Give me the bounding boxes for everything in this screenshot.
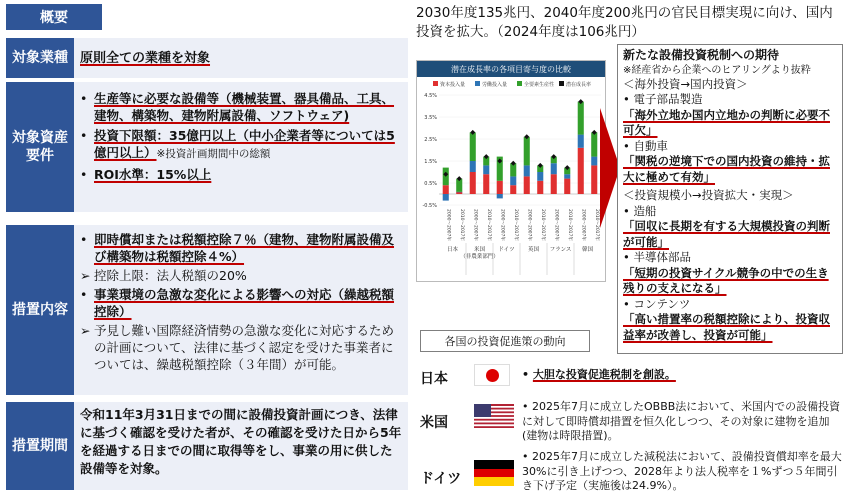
period-label: 2010～2017年 xyxy=(512,209,518,241)
period-label: 2010～2017年 xyxy=(485,209,491,241)
period-label: 2000～2007年 xyxy=(580,209,586,241)
period-label: 2010～2017年 xyxy=(593,209,599,241)
bar-segment xyxy=(510,185,516,194)
chart-plot xyxy=(417,77,605,281)
legend-label: 資本投入量 xyxy=(440,82,466,88)
japan-policy-text: 大胆な投資促進税制を創設。 xyxy=(532,368,676,381)
expectations-category-2: ＜投資規模小→投資拡大・実現＞ xyxy=(623,188,794,202)
quote-automobile: 「関税の逆境下での国内投資の維持・拡大に極めて有効」 xyxy=(623,154,830,184)
quote-electronics: 「海外立地か国内立地かの判断に必要不可欠」 xyxy=(623,107,830,137)
y-tick-label: 1.5% xyxy=(424,159,437,165)
country-japan: 日本 xyxy=(420,371,448,387)
section-header: 概要 xyxy=(6,4,102,30)
label-period: 措置期間 xyxy=(6,402,74,490)
legend-swatch xyxy=(433,81,438,86)
bar-segment xyxy=(551,174,557,194)
bar-segment xyxy=(524,137,530,166)
bar-segment xyxy=(551,163,557,174)
chart-title: 潜在成長率の各項目寄与度の比較 xyxy=(417,61,605,77)
industry-semiconductor: 半導体部品 xyxy=(633,250,691,264)
period-label: 2000～2007年 xyxy=(499,209,505,241)
measures-sub-1: 控除上限：法人税額の20% xyxy=(94,268,247,283)
legend-swatch xyxy=(517,81,522,86)
y-tick-label: -0.5% xyxy=(422,203,437,209)
bar-segment xyxy=(443,185,449,194)
bar-segment xyxy=(470,172,476,194)
germany-policy-text: 2025年7月に成立した減税法において、設備投資償却率を最大30%に引き上げつつ、2028年より法人税率を１%ずつ５年間引き下げ予定（実施後は24.9%）。 xyxy=(522,450,842,492)
legend-swatch xyxy=(475,81,480,86)
country-label: ドイツ xyxy=(498,247,515,253)
period-label: 2000～2007年 xyxy=(526,209,532,241)
label-measures: 措置内容 xyxy=(6,225,74,395)
usa-policy-text: 2025年7月に成立したOBBB法において、米国内での設備投資に対して即時償却措置を恒久化しつつ、その対象に建物を追加(建物は時限措置)。 xyxy=(522,400,841,442)
expectations-category-1: ＜海外投資→国内投資＞ xyxy=(623,76,748,91)
cell-measures: • 即時償却または税額控除７％（建物、建物附属設備及び構築物は税額控除４%） ➢ 控除上限：法人税額の20% • 事業環境の急激な変化による影響への対応（繰越税額控除） ➢ 予見し難い国際経済情勢の急激な変化に対応するための計画について、法律に基づく認定を受けた事業者については、繰越税額控除（３年間）が可能。 xyxy=(74,225,408,395)
germany-flag-icon xyxy=(474,460,514,486)
japan-flag-icon xyxy=(474,364,510,386)
industry-shipbuilding: 造船 xyxy=(633,203,657,218)
asset-req-bullet-2: 投資下限額：35億円以上（中小企業者等については5億円以上） xyxy=(94,128,395,160)
asset-req-bullet-1: 生産等に必要な設備等（機械装置、器具備品、工具、建物、構築物、建物附属設備、ソフトウェア) xyxy=(94,91,395,123)
bar-segment xyxy=(497,181,503,194)
measures-sub-2: 予見し難い国際経済情勢の急激な変化に対応するための計画について、法律に基づく認定を受けた事業者については、繰越税額控除（３年間）が可能。 xyxy=(94,323,395,372)
period-label: 2010～2017年 xyxy=(458,209,464,241)
country-label: 英国 xyxy=(527,247,540,253)
bar-segment xyxy=(483,165,489,174)
legend-label: 全要素生産性 xyxy=(524,82,555,88)
y-tick-label: 2.5% xyxy=(424,137,437,143)
industry-automobile: 自動車 xyxy=(633,138,668,153)
bar-segment xyxy=(591,157,597,166)
asset-req-bullet-3: ROI水準：15%以上 xyxy=(94,167,212,182)
quote-semiconductor: 「短期の投資サイクル競争の中での生き残りの支えになる」 xyxy=(623,265,829,295)
country-usa: 米国 xyxy=(420,415,448,431)
industry-content: コンテンツ xyxy=(633,296,691,311)
contribution-chart xyxy=(416,60,606,282)
bar-segment xyxy=(524,165,530,176)
quote-shipbuilding: 「回収に長期を有する大規模投資の判断が可能」 xyxy=(623,219,830,249)
quote-content: 「高い措置率の税額控除により、投資収益率が改善し、投資が可能」 xyxy=(623,312,830,342)
expectations-title: 新たな設備投資税制への期待 xyxy=(623,48,780,62)
bar-segment xyxy=(537,172,543,181)
bar-segment xyxy=(578,102,584,135)
usa-policy: • 2025年7月に成立したOBBB法において、米国内での設備投資に対して即時償却措置を恒久化しつつ、その対象に建物を追加(建物は時限措置)。 xyxy=(522,400,841,442)
country-label: 米国 xyxy=(473,247,486,253)
industry-electronics: 電子部品製造 xyxy=(633,92,703,106)
period-label: 2000～2007年 xyxy=(472,209,478,241)
bar-segment xyxy=(510,176,516,185)
target-industry-text: 原則全ての業種を対象 xyxy=(80,50,211,66)
bar-segment xyxy=(483,174,489,194)
period-text: 令和11年3月31日までの間に設備投資計画につき、法律に基づく確認を受けた者が、その確認を受けた日から5年を経過する日までの間に取得等をし、事業の用に供した設備等を対象。 xyxy=(80,407,402,476)
bar-segment xyxy=(564,174,570,178)
bar-segment xyxy=(497,194,503,198)
country-label: フランス xyxy=(549,247,572,253)
label-target-industry: 対象業種 xyxy=(6,38,74,78)
country-label: 日本 xyxy=(446,247,459,253)
bar-segment xyxy=(524,176,530,194)
asset-req-note: ※投資計画期間中の総額 xyxy=(156,148,271,160)
country-label: （非農業部門） xyxy=(460,254,499,260)
measures-bullet-1: 即時償却または税額控除７％（建物、建物附属設備及び構築物は税額控除４%） xyxy=(94,232,395,264)
y-tick-label: 3.5% xyxy=(424,115,437,121)
bar-segment xyxy=(443,194,449,201)
y-tick-label: 0.5% xyxy=(424,181,437,187)
y-tick-label: 4.5% xyxy=(424,93,437,99)
bar-segment xyxy=(470,132,476,161)
bar-segment xyxy=(564,179,570,194)
top-note: 2030年度135兆円、2040年度200兆円の官民目標実現に向け、国内投資を拡大。（2024年度は106兆円） xyxy=(416,5,833,40)
germany-policy: • 2025年7月に成立した減税法において、設備投資償却率を最大30%に引き上げつつ、2028年より法人税率を１%ずつ５年間引き下げ予定（実施後は24.9%）。 xyxy=(522,450,842,492)
period-label: 2010～2017年 xyxy=(566,209,572,241)
expectations-box: 新たな設備投資税制への期待 ※経産省から企業へのヒアリングより抜粋 ＜海外投資→国内投資＞ • 電子部品製造 「海外立地か国内立地かの判断に必要不可欠」 • 自動車 「関税の逆境下での国内投資の維持・拡大に極めて有効」 ＜投資規模小→投資拡大・実現＞ • 造船 「回収に長期を有する大規模投資の判断が可能」 • 半導体部品 「短期の投資サイクル競争の中での生き残りの支えになる」 • コンテンツ 「高い措置率の税額控除により、投資収益率が改善し、投資が可能」 xyxy=(617,44,843,354)
japan-policy: • 大胆な投資促進税制を創設。 xyxy=(522,368,676,381)
cell-period xyxy=(74,402,408,490)
promotion-policies-title: 各国の投資促進策の動向 xyxy=(420,330,590,352)
label-asset-requirements: 対象資産要件 xyxy=(6,82,74,212)
bar-segment xyxy=(591,165,597,194)
period-label: 2000～2007年 xyxy=(553,209,559,241)
period-label: 2000～2007年 xyxy=(445,209,451,241)
bar-segment xyxy=(591,132,597,156)
bar-segment xyxy=(578,135,584,148)
cell-asset-requirements: • 生産等に必要な設備等（機械装置、器具備品、工具、建物、構築物、建物附属設備、ソフトウェア) • 投資下限額：35億円以上（中小企業者等については5億円以上）※投資計画期間中の総額 • ROI水準：15%以上 xyxy=(74,82,408,212)
legend-label: 労働投入量 xyxy=(482,82,508,88)
expectations-source: ※経産省から企業へのヒアリングより抜粋 xyxy=(623,64,811,76)
country-label: 韓国 xyxy=(581,247,594,253)
measures-bullet-2: 事業環境の急激な変化による影響への対応（繰越税額控除） xyxy=(94,287,395,319)
country-germany: ドイツ xyxy=(420,471,462,487)
legend-swatch xyxy=(559,81,564,86)
period-label: 2010～2017年 xyxy=(539,209,545,241)
bar-segment xyxy=(456,192,462,193)
cell-target-industry xyxy=(74,38,408,78)
bar-segment xyxy=(470,161,476,172)
bar-segment xyxy=(537,181,543,194)
usa-flag-icon xyxy=(474,404,514,428)
legend-label: 潜在成長率 xyxy=(566,82,592,88)
bar-segment xyxy=(578,148,584,194)
